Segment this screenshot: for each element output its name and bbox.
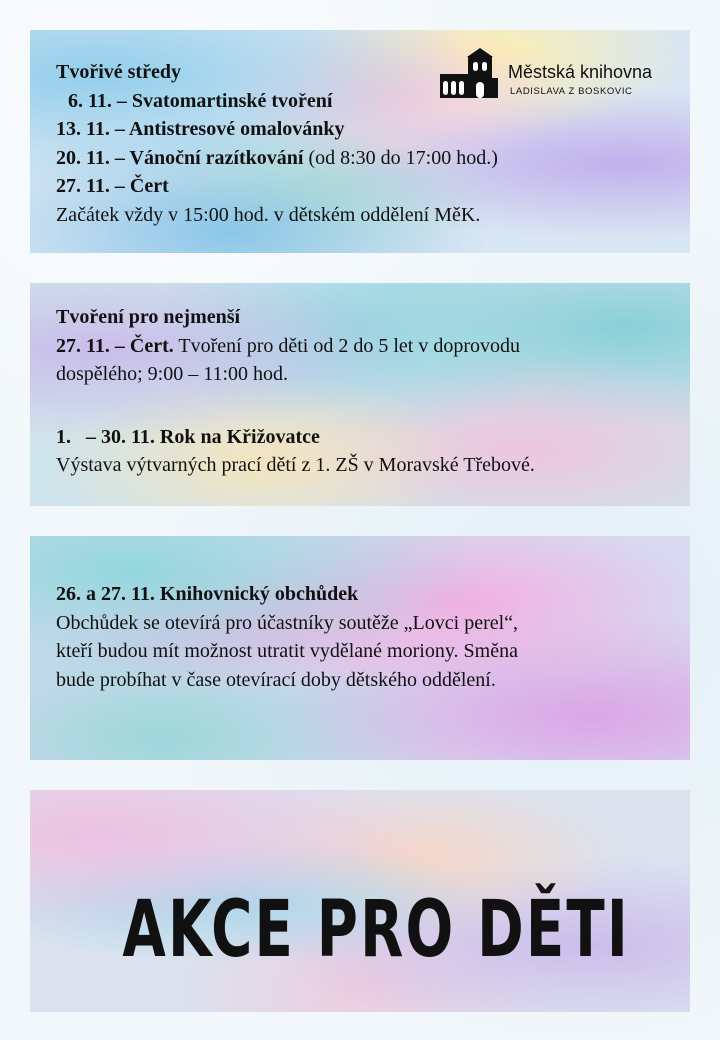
event-title: Antistresové omalovánky: [128, 118, 345, 140]
event-title: Svatomartinské tvoření: [131, 89, 333, 112]
library-name: Městská knihovna: [508, 62, 653, 82]
event-note: (od 8:30 do 17:00 hod.): [308, 146, 498, 169]
event-date: 20. 11.: [56, 146, 110, 169]
poster-title: AKCE PRO DĚTI: [122, 885, 630, 975]
event-date: 13. 11.: [56, 118, 110, 140]
section-heading: Tvoření pro nejmenší: [56, 306, 241, 328]
panel-for-youngest: [30, 283, 690, 506]
exhibit-date: 1. – 30. 11.: [56, 425, 155, 448]
section-heading: Tvořivé středy: [56, 61, 181, 83]
event-item: 6. 11. – Svatomartinské tvoření: [68, 89, 333, 112]
event-description-cont: dospělého; 9:00 – 11:00 hod.: [56, 363, 289, 385]
event-date: 27. 11. – Čert.: [56, 334, 174, 357]
library-logo: [440, 48, 680, 104]
for-youngest-text: [56, 303, 535, 480]
panel-title: [30, 790, 690, 1012]
event-title: Čert: [129, 175, 169, 197]
event-title: Vánoční razítkování: [129, 146, 304, 169]
exhibit-item: [56, 423, 535, 452]
event-item: 20. 11. – Vánoční razítkování (od 8:30 do 17:00 hod.): [56, 146, 498, 169]
panel-library-shop: [30, 536, 690, 760]
library-castle-icon: [440, 48, 502, 102]
section-heading: 26. a 27. 11. Knihovnický obchůdek: [56, 583, 359, 605]
start-info: Začátek vždy v 15:00 hod. v dětském oddělení MěK.: [56, 203, 481, 226]
event-description: Tvoření pro děti od 2 do 5 let v doprovodu: [178, 334, 521, 357]
shop-description-line: bude probíhat v čase otevírací doby dětského oddělení.: [56, 668, 496, 691]
event-date: 6. 11.: [68, 89, 112, 112]
library-shop-text: [56, 580, 518, 694]
library-subtitle: LADISLAVA Z BOSKOVIC: [510, 86, 633, 97]
exhibit-title: Rok na Křižovatce: [159, 425, 320, 448]
shop-description-line: Obchůdek se otevírá pro účastníky soutěže „Lovci perel“,: [56, 611, 519, 634]
shop-description-line: kteří budou mít možnost utratit vydělané moriony. Směna: [56, 640, 518, 662]
panel-creative-wednesdays: [30, 30, 690, 253]
event-item: 27. 11. – Čert: [56, 175, 169, 197]
exhibit-description: Výstava výtvarných prací dětí z 1. ZŠ v Moravské Třebové.: [56, 454, 535, 476]
event-item: [56, 332, 535, 361]
event-date: 27. 11.: [56, 175, 110, 197]
event-item: 13. 11. – Antistresové omalovánky: [56, 118, 345, 140]
creative-wednesdays-text: [56, 58, 498, 229]
